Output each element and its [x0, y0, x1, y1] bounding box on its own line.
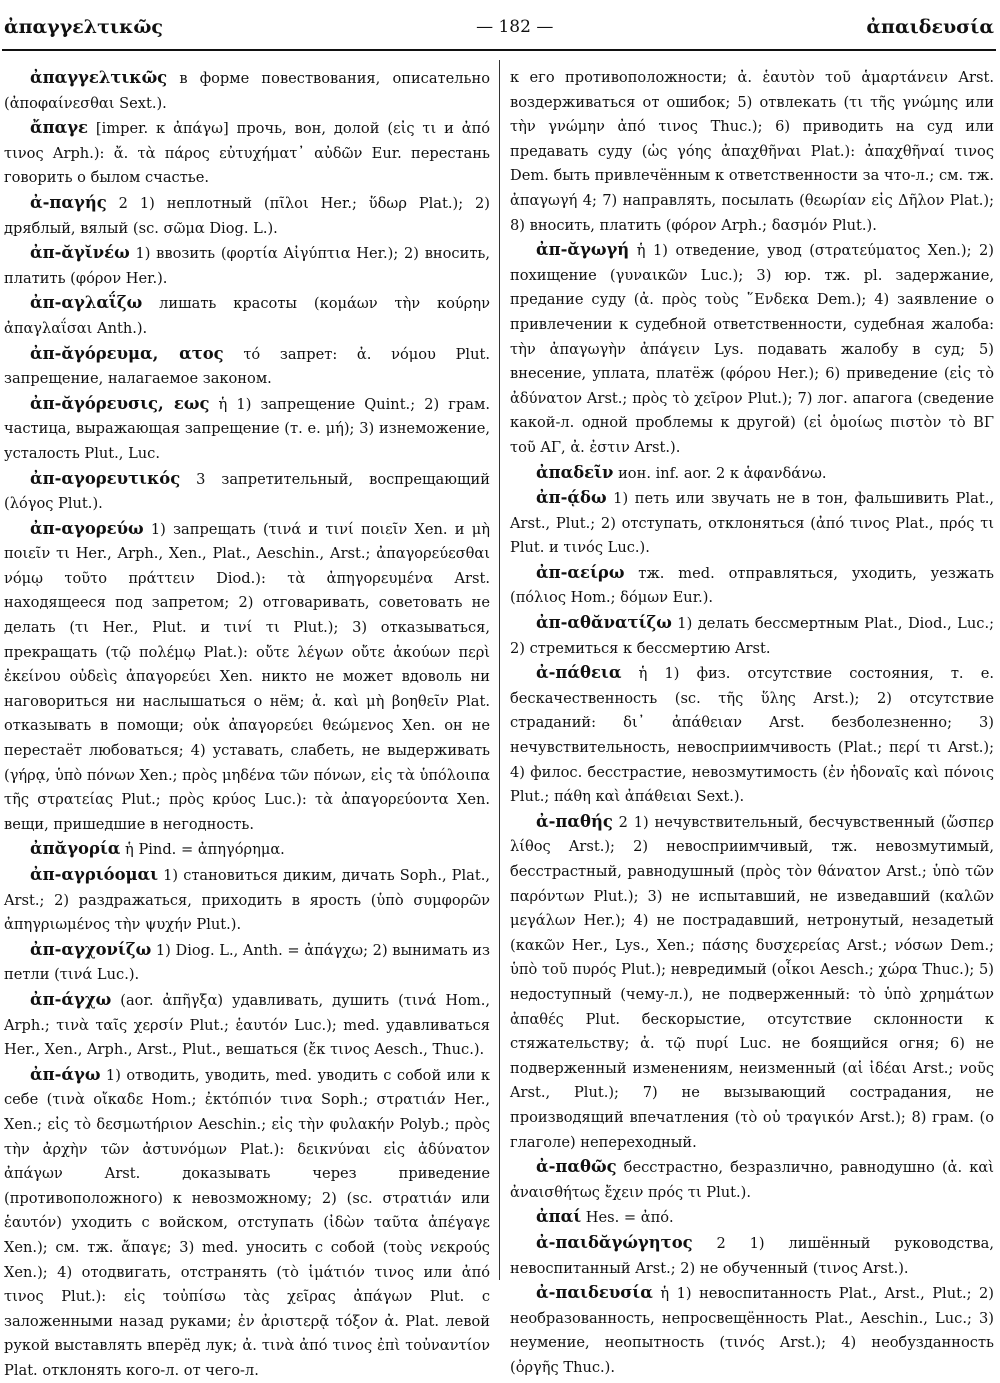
entry-lemma: ἀπ-αγλαΐζω — [30, 293, 143, 313]
entry-lemma: ἀπ-αγορεύω — [30, 518, 144, 538]
entry-lemma: ἀπ-αείρω — [536, 562, 625, 582]
dictionary-entry — [4, 392, 490, 467]
entry-text: 1) делать бессмертным Plat., Diod., Luc.; 2) стремиться к бессмертию Arst. — [510, 615, 994, 657]
dictionary-entry-continued — [510, 66, 994, 238]
dictionary-entry — [4, 988, 490, 1063]
entry-lemma: ἀ-παιδᾰγώγητος — [536, 1232, 693, 1252]
dictionary-entry — [510, 611, 994, 661]
dictionary-entry — [510, 486, 994, 561]
entry-text: 1) Diog. L., Anth. = ἀπάγχω; 2) вынимать из петли (τινά Luc.). — [4, 941, 490, 984]
running-header — [4, 12, 994, 42]
dictionary-entry — [4, 517, 490, 838]
entry-lemma: ἀπαί — [536, 1207, 582, 1227]
entry-lemma: ἀ-παθῶς — [536, 1157, 617, 1177]
dictionary-entry — [4, 467, 490, 517]
entry-text: к его противоположности; ἀ. ἑαυτὸν τοῦ ἁμαρτάνειν Arst. воздерживаться от ошибок; 5) отвлекать (τι τῆς γνώμης или τὴν γνώμην ἀπό τινος Thuc.); 6) приводить на суд или предавать суду (ὡς γόης ἀπαχθῆναι Plat.): ἀπαχθῆναί τινος Dem. быть привлечённым к ответственности за что-л.; см. тж. ἀπαγωγή 4; 7) направлять, посылать (θεωρίαν εἰς Δῆλον Plat.); 8) вносить, платить (φόρον Arph.; δασμόν Plut.). — [510, 69, 994, 234]
entry-text: 1) ввозить (φορτία Αἰγύπτια Her.); 2) вносить, платить (φόρον Her.). — [4, 245, 490, 287]
dictionary-entry — [4, 66, 490, 116]
entry-text: 2 1) нечувствительный, бесчувственный (ὥσπερ λίθος Arst.); 2) невосприимчивый, тж. невозмутимый, бесстрастный, равнодушный (πρὸς τὸν θάνατον Arst.; ὑπὸ τῶν παρόντων Plut.); 3) не испытавший, не изведавший (καλῶν μεγάλων Her.); 4) не пострадавший, нетронутый, незадетый (κακῶν Her., Lys., Xen.; πάσης δυσχερείας Arst.; νόσων Dem.; ὑπὸ τοῦ πυρός Plut.); невредимый (οἶκοι Aesch.; χώρα Thuc.); 5) недоступный (чему-л.), не подверженный: τὸ ὑπὸ χρημάτων ἀπαθές Plut. бескорыстие, отсутствие склонности к стяжательству; ἀ. τῷ πυρί Luc. не боящийся огня; 6) не подверженный изменениям, неизменный (αἱ ἰδέαι Arst.; νοῦς Arst., Plut.); 7) не вызывающий сострадания, не производящий впечатления (τὸ οὐ τραγικόν Arst.); 8) грам. (о глаголе) непереходный. — [510, 813, 994, 1151]
entry-lemma: ἀπ-άγω — [30, 1064, 101, 1084]
left-column — [4, 66, 490, 1379]
entry-lemma: ἀ-παγής — [30, 192, 107, 212]
entry-lemma: ἀπ-άγχω — [30, 989, 112, 1009]
page-number: — 182 — — [476, 17, 554, 37]
entry-text: ἡ 1) отведение, увод (στρατεύματος Xen.); 2) похищение (γυναικῶν Luc.); 3) юр. тж. pl. задержание, предание суду (ἀ. πρὸς τοὺς ῞Ενδεκα Dem.); 4) заявление о привлечении к судебной ответственности, судебная жалоба: τὴν ἀπαγωγὴν ἀπάγειν Lys. подавать жалобу в суд; 5) внесение, уплата, платёж (φόρου Her.); 6) приведение (εἰς τὸ ἀδύνατον Arst.; πρὸς τὸ χεῖρον Plut.); 7) лог. апагога (сведение какой-л. одной проблемы к другой) (εἰ ὁμοίως πιστὸν τὸ ΒΓ τοῦ ΑΓ, ἀ. ἐστιν Arst.). — [510, 242, 994, 456]
entry-lemma: ἀπαγγελτικῶς — [30, 68, 168, 87]
entry-lemma: ἀπ-ᾰγόρευμα, ατος — [30, 343, 224, 363]
column-divider — [499, 60, 500, 1280]
entry-text: 1) отводить, уводить, med. уводить с собой или к себе (τινὰ οἴκαδε Hom.; ἐκτόπιόν τινα Soph.; στρατιάν Her., Xen.; εἰς τὸ δεσμωτήριον Aeschin.; εἰς τὴν φυλακήν Polyb.; πρὸς τὴν ἀρχὴν τῶν ἀστυνόμων Plat.): δεικνύναι εἰς ἀδύνατον ἀπάγων Arst. доказывать через приведение (противоположного) к невозможному; 2) (sc. στρατιάν или ἑαυτόν) уходить с войском, отступать (ἰδὼν ταῦτα ἀπέγαγε Xen.); см. тж. ἄπαγε; 3) med. уносить с собой (τοὺς νεκρούς Xen.); 4) отодвигать, отстранять (τὸ ἱμάτιόν τινος или ἀπό τινος Plut.): εἰς τοὐπίσω τὰς χεῖρας ἀπάγων Plut. с заложенными назад руками; ἐν ἀριστερᾷ τόξον ἀ. Plat. левой рукой выставлять вперёд лук; ἀ. τινὰ ἀπό τινος ἐπὶ τοὐναντίον Plat. отклонять кого-л. от чего-л. — [4, 1066, 490, 1379]
entry-text: ἡ 1) физ. отсутствие состояния, т. е. бескачественность (sc. τῆς ὕλης Arst.); 2) отсутствие страданий: δι᾽ ἀπάθειαν Arst. безболезненно; 3) нечувствительность, невосприимчивость (Plat.; περί τι Arst.); 4) филос. бесстрастие, невозмутимость (ἐν ἡδοναῖς καὶ πόνοις Plut.; πάθη καὶ ἀπάθειαι Sext.). — [510, 665, 994, 806]
header-left-headword: ἀπαγγελτικῶς — [4, 16, 163, 38]
entry-lemma: ἀ-παιδευσία — [536, 1283, 653, 1303]
dictionary-entry — [4, 1063, 490, 1383]
dictionary-entry — [510, 461, 994, 487]
entry-text: ἡ Pind. = ἀπηγόρημα. — [120, 841, 285, 859]
entry-lemma: ἀπ-αθᾰνατίζω — [536, 613, 672, 633]
entry-text: 2 1) лишённый руководства, невоспитанный Arst.; 2) не обученный (τινος Arst.). — [510, 1234, 994, 1277]
entry-text: ἡ 1) запрещение Quint.; 2) грам. частица, выражающая запрещение (т. е. μή); 3) изнеможение, усталость Plut., Luc. — [4, 395, 490, 462]
dictionary-entry — [510, 1231, 994, 1281]
header-right-headword: ἀπαιδευσία — [866, 16, 994, 38]
right-column — [510, 66, 994, 1376]
entry-text: 2 1) неплотный (πῖλοι Her.; ὕδωρ Plat.); 2) дряблый, вялый (sc. σῶμα Diog. L.). — [4, 194, 490, 237]
entry-lemma: ἀπαδεῖν — [536, 462, 614, 482]
entry-text: [imper. к ἀπάγω] прочь, вон, долой (εἰς τι и ἀπό τινος Arph.): ἄ. τὰ πάρος εὐτυχήματ᾽ αὐδῶν Eur. перестань говорить о былом счастье. — [4, 120, 490, 187]
entry-text: 3 запретительный, воспрещающий (λόγος Plut.). — [4, 470, 490, 513]
dictionary-entry — [510, 1155, 994, 1205]
entry-text: 1) запрещать (τινά и τινί ποιεῖν Xen. и μὴ ποιεῖν τι Her., Arph., Xen., Plat., Aeschin., Arst.; ἀπαγορεύεσθαι νόμῳ τοῦτο πράττειν Diod.): τὰ ἀπηγορευμένα Arst. находящееся под запретом; 2) отговаривать, советовать не делать (τι Her., Plut. и τινί τι Plut.); 3) отказываться, прекращать (τῷ πολέμῳ Plat.): οὔτε λέγων οὔτε ἀκούων περὶ ἐκείνου οὐδεὶς ἀπαγορεύει Xen. никто не может вдоволь ни наговориться ни наслышаться о нём; ἀ. καὶ μὴ βοηθεῖν Plat. отказывать в помощи; οὐκ ἀπαγορεύει θεώμενος Xen. он не перестаёт любоваться; 4) уставать, слабеть, не выдерживать (γήρᾳ, ὑπὸ πόνων Xen.; πρὸς μηδένα τῶν πόνων, εἰς τὰ ὑπόλοιπα τῆς στρατείας Plut.; πρὸς κρύος Luc.): τὰ ἀπαγορεύοντα Xen. вещи, пришедшие в негодность. — [4, 520, 490, 833]
dictionary-entry — [4, 116, 490, 191]
entry-text: 1) петь или звучать не в тон, фальшивить Plat., Arst., Plut.; 2) отступать, отклоняться (ἀπό τινος Plat., πρός τι Plut. и τινός Luc.). — [510, 490, 994, 557]
entry-text: ион. inf. aor. 2 к ἁφανδάνω. — [613, 464, 827, 482]
dictionary-entry — [4, 863, 490, 938]
entry-lemma: ἀπ-ᾰγῐνέω — [30, 243, 130, 263]
entry-lemma: ἀπ-ᾰγωγή — [536, 240, 630, 260]
dictionary-entry — [4, 191, 490, 241]
entry-text: тж. med. отправляться, уходить, уезжать (πόλιος Hom.; δόμων Eur.). — [510, 564, 994, 607]
entry-lemma: ἀπ-αγορευτικός — [30, 468, 181, 488]
dictionary-entry — [4, 342, 490, 392]
entry-lemma: ἀπ-αγχονίζω — [30, 939, 152, 959]
dictionary-entry — [4, 938, 490, 988]
dictionary-entry — [510, 1281, 994, 1380]
entry-text: 1) становиться диким, дичать Soph., Plat., Arst.; 2) раздражаться, приходить в ярость (ὑπὸ συμφορῶν ἀπηγριωμένος τὴν ψυχήν Plut.). — [4, 867, 490, 934]
entry-lemma: ἀπ-ᾴδω — [536, 488, 607, 508]
entry-lemma: ἀπᾰγορία — [30, 839, 121, 859]
dictionary-entry — [510, 561, 994, 611]
dictionary-entry — [4, 837, 490, 863]
dictionary-entry — [4, 241, 490, 291]
entry-lemma: ἀπ-αγριόομαι — [30, 865, 159, 884]
entry-text: ἡ 1) невоспитанность Plat., Arst., Plut.; 2) необразованность, непросвещённость Plat., Aeschin., Luc.; 3) неумение, неопытность (τινός Arst.); 4) необузданность (ὀργῆς Thuc.). — [510, 1285, 994, 1376]
entry-lemma: ἀ-παθής — [536, 811, 613, 831]
entry-text: бесстрастно, безразлично, равнодушно (ἀ. καὶ ἀναισθήτως ἔχειν πρός τι Plut.). — [510, 1159, 994, 1201]
dictionary-entry — [510, 810, 994, 1155]
entry-text: в форме повествования, описательно (ἀποφαίνεσθαι Sext.). — [4, 70, 490, 112]
entry-text: лишать красоты (κομάων τὴν κούρην ἀπαγλαΐσαι Anth.). — [4, 295, 490, 337]
entry-text: Hes. = ἀπό. — [581, 1209, 674, 1227]
entry-text: τό запрет: ἀ. νόμου Plut. запрещение, налагаемое законом. — [4, 345, 490, 388]
entry-lemma: ἄπαγε — [30, 118, 89, 138]
entry-lemma: ἀπ-ᾰγόρευσις, εως — [30, 393, 210, 413]
dictionary-entry — [510, 238, 994, 460]
entry-lemma: ἀ-πάθεια — [536, 663, 622, 683]
header-rule — [2, 49, 996, 51]
dictionary-entry — [510, 1205, 994, 1231]
dictionary-entry — [510, 661, 994, 810]
entry-text: (aor. ἀπῆγξα) удавливать, душить (τινά Hom., Arph.; τινὰ ταῖς χερσίν Plut.; ἑαυτόν Luc.); med. удавливаться Her., Xen., Arph., Arst., Plut., вешаться (ἔκ τινος Aesch., Thuc.). — [4, 991, 490, 1059]
dictionary-entry — [4, 291, 490, 341]
